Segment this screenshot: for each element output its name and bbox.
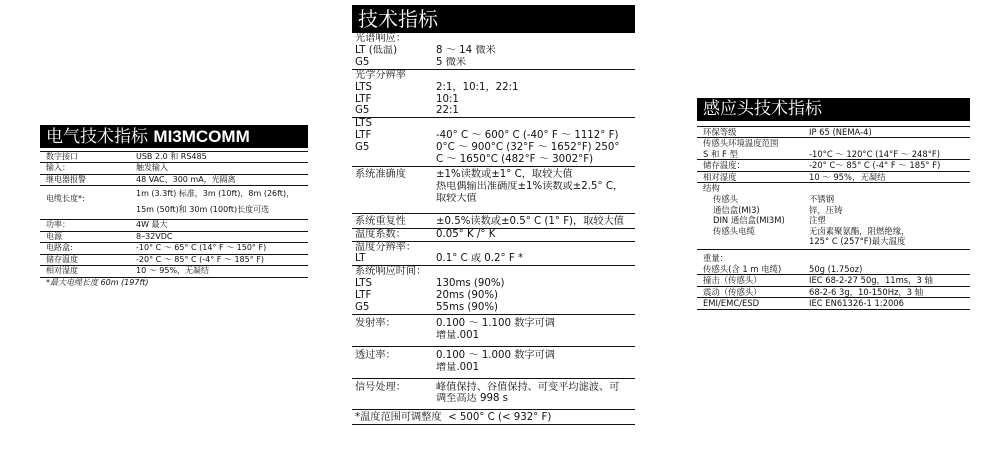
spec-value (433, 69, 635, 81)
spec-label: 温度系数： (352, 228, 433, 241)
spec-label: G5 (352, 57, 433, 69)
spec-row (40, 174, 308, 186)
spec-row (352, 330, 635, 346)
spec-label: 系统重复性 (352, 213, 433, 228)
spec-label (40, 205, 130, 220)
spec-label (352, 330, 433, 346)
spec-value (803, 250, 970, 264)
spec-value: 0.1° C 或 0.2° F * (433, 253, 635, 265)
spec-value: ±0.5%读数或±0.5° C (1° F)，取较大值 (433, 213, 635, 228)
spec-label: G5 (352, 302, 433, 314)
electrical-specs-title (40, 125, 308, 148)
spec-row (352, 228, 635, 241)
spec-value: 热电偶输出准确度±1%读数或±2.5° C， (436, 180, 624, 192)
spec-row (697, 226, 970, 237)
spec-label: 发射率： (355, 317, 396, 329)
spec-value: ±1%读数或±1° C，取较大值 (436, 168, 573, 180)
spec-label: LTF (355, 290, 372, 302)
spec-row (697, 126, 970, 138)
spec-value: IEC EN61326-1 1:2006 (803, 298, 970, 310)
spec-label (352, 393, 433, 409)
spec-value: 8 ～ 14 微米 (436, 44, 496, 56)
spec-row (352, 278, 635, 290)
spec-label: LTS (355, 118, 372, 130)
spec-label (352, 193, 433, 213)
electrical-specs-panel (40, 125, 308, 288)
spec-row (697, 250, 970, 264)
spec-label (352, 362, 433, 378)
spec-row (352, 378, 635, 393)
spec-label: 电源 (40, 231, 130, 243)
spec-value: 5 微米 (433, 57, 635, 69)
spec-label: 系统响应时间： (355, 266, 427, 278)
spec-value: IEC 68-2-27 50g，11ms，3 轴 (803, 275, 970, 287)
spec-label: DIN 通信盒(MI3M) (713, 215, 785, 226)
spec-row (352, 393, 635, 409)
spec-row (40, 266, 308, 278)
spec-row (697, 138, 970, 149)
spec-label: LTS (355, 278, 372, 290)
spec-value: 130ms (90%) (436, 278, 505, 290)
spec-label (352, 154, 433, 166)
spec-label: LT (低温) (355, 44, 398, 56)
spec-row (40, 220, 308, 232)
spec-label: 储存温度 (40, 254, 130, 266)
sensor-head-specs-panel (697, 98, 970, 310)
spec-row (697, 298, 970, 310)
sensor-head-specs-table (697, 121, 970, 310)
spec-value: 无卤素聚氨酯，阻燃绝缘， (809, 225, 910, 236)
spec-label: 继电器报警 (40, 174, 130, 186)
spec-row (697, 171, 970, 183)
spec-value: 2:1，10:1，22:1 (436, 81, 519, 93)
technical-specs-title: 技术指标 (352, 5, 635, 33)
spec-row (352, 266, 635, 278)
spec-label: 电缆长度*: (46, 194, 85, 203)
spec-row (40, 205, 308, 220)
spec-row (352, 241, 635, 253)
spec-label: 输入： (40, 163, 130, 175)
spec-label: 环保等级 (697, 126, 803, 138)
spec-value: -20° C ～ 85° C (-4° F ～ 185° F) (130, 254, 308, 266)
spec-label: EMI/EMC/ESD (697, 298, 803, 310)
spec-value: 0.100 ～ 1.000 数字可调 (436, 349, 555, 361)
spec-value: -40° C ～ 600° C (-40° F ～ 1112° F) (436, 130, 619, 142)
spec-value: USB 2.0 和 RS485 (130, 151, 308, 163)
spec-value: 10 ～ 95%，无凝结 (803, 171, 970, 183)
spec-value: 0°C ～ 900°C (32°F ～ 1652°F) 250° (436, 142, 620, 154)
spec-label: 数字接口 (40, 151, 130, 163)
spec-label: 相对湿度 (40, 266, 130, 278)
spec-value (433, 266, 635, 278)
spec-label: 结构 (703, 183, 720, 194)
spec-value: 锌，压铸 (809, 204, 843, 215)
spec-row (697, 194, 970, 205)
spec-row (352, 154, 635, 166)
spec-value: IP 65 (NEMA-4) (803, 126, 970, 138)
spec-value: 8–32VDC (130, 231, 308, 243)
spec-row (40, 243, 308, 255)
spec-value (433, 33, 635, 45)
spec-row (352, 105, 635, 117)
spec-value (803, 138, 970, 149)
spec-row (352, 213, 635, 228)
spec-row (697, 205, 970, 216)
spec-value: 68-2-6 3g，10-150Hz，3 轴 (803, 286, 970, 298)
spec-value: 55ms (90%) (433, 302, 635, 314)
spec-label: 光学分辨率 (355, 69, 406, 81)
spec-label: 撞击（传感头） (697, 275, 803, 287)
spec-row (697, 286, 970, 298)
spec-label: 温度分辨率： (355, 241, 417, 253)
spec-value: 22:1 (433, 105, 635, 117)
footnote-label: *温度范围可调整度 (355, 412, 442, 424)
spec-row (352, 253, 635, 265)
spec-label: 电路盒: (40, 243, 130, 255)
spec-value: 125° C (257°F)最大温度 (803, 236, 970, 249)
spec-value: -10° C ～ 65° C (14° F ～ 150° F) (130, 243, 308, 255)
spec-value: 10 ～ 95%，无凝结 (130, 266, 308, 278)
spec-label: 传感头电缆 (713, 225, 755, 236)
spec-value (433, 241, 635, 253)
spec-value: 20ms (90%) (436, 290, 499, 302)
spec-row (352, 314, 635, 329)
spec-label (697, 236, 803, 249)
spec-row (697, 215, 970, 226)
spec-label: LT (352, 253, 433, 265)
electrical-specs-table (40, 148, 308, 288)
spec-label: 震动（传感头） (697, 286, 803, 298)
spec-value: 1m (3.3ft) 标准，3m (10ft)，8m (26ft)， (136, 189, 295, 198)
model-name: MI3MCOMM (153, 127, 250, 146)
spec-label: G5 (355, 142, 370, 154)
spec-row (40, 254, 308, 266)
spec-row (697, 149, 970, 160)
spec-row (352, 33, 635, 45)
spec-value: 50g (1.75oz) (803, 264, 970, 275)
spec-row (697, 183, 970, 194)
spec-value: 不锈钢 (809, 194, 835, 205)
spec-row (40, 231, 308, 243)
spec-value: 触发输入 (130, 163, 308, 175)
spec-row (352, 94, 635, 106)
spec-value (803, 183, 970, 194)
spec-row (352, 181, 635, 193)
spec-label: 传感头(含 1 m 电缆) (697, 264, 803, 275)
spec-label: LTF (355, 93, 372, 105)
spec-value: 0.100 ～ 1.100 数字可调 (436, 317, 555, 329)
spec-value: -10°C ～ 120°C (14°F ～ 248°F) (803, 149, 970, 160)
spec-value: *最大电缆长度 60m (197ft) (46, 277, 149, 287)
spec-row (352, 118, 635, 130)
spec-label: LTF (355, 130, 372, 142)
spec-row (352, 82, 635, 94)
spec-value: 增量.001 (433, 330, 635, 346)
spec-label: 系统准确度 (355, 168, 406, 180)
spec-value: 4W 最大 (130, 220, 308, 232)
spec-row (697, 160, 970, 172)
spec-value (433, 118, 635, 130)
spec-label: 功率： (40, 220, 130, 232)
spec-label: LTS (355, 81, 372, 93)
footnote-row (352, 410, 635, 425)
spec-label: 通信盒(MI3) (713, 204, 760, 215)
spec-row (352, 362, 635, 378)
spec-row (352, 193, 635, 213)
spec-value: 注塑 (809, 215, 826, 226)
spec-label (352, 181, 433, 193)
spec-label: 传感头环境温度范围 (703, 138, 779, 149)
spec-label: S 和 F 型 (697, 149, 803, 160)
footnote-value: < 500° C (< 932° F) (448, 412, 552, 424)
spec-row (352, 45, 635, 57)
spec-label: 传感头 (713, 194, 739, 205)
spec-row (352, 57, 635, 69)
spec-value: 15m (50ft)和 30m (100ft)长度可选 (130, 205, 308, 220)
title-text: 电气技术指标 (46, 127, 154, 147)
spec-value: 10:1 (436, 93, 459, 105)
technical-specs-table (352, 33, 635, 425)
spec-row (697, 264, 970, 275)
spec-value: 峰值保持、谷值保持、可变平均滤波、可 (436, 381, 620, 393)
footnote-row (40, 277, 308, 288)
spec-value: 调至高达 998 s (433, 393, 635, 409)
spec-label: 透过率： (355, 349, 396, 361)
spec-label: 光谱响应： (355, 33, 406, 44)
spec-row (697, 275, 970, 287)
spec-value: 取较大值 (433, 193, 635, 213)
spec-label: 重量： (703, 253, 729, 264)
spec-value: -20° C～ 85° C (-4° F ～ 185° F) (803, 160, 970, 172)
spec-label: 相对湿度 (697, 171, 803, 183)
spec-value: C ～ 1650°C (482°F ～ 3002°F) (433, 154, 635, 166)
spec-row (352, 130, 635, 142)
spec-row (40, 151, 308, 163)
spec-label: 储存温度： (697, 160, 803, 172)
spec-row (352, 302, 635, 314)
spec-value: 48 VAC、300 mA，光隔离 (130, 174, 308, 186)
technical-specs-panel (352, 5, 635, 425)
sensor-head-specs-title: 感应头技术指标 (697, 98, 970, 121)
spec-row (352, 142, 635, 154)
spec-row (352, 346, 635, 361)
spec-value: 0.05° K /° K (433, 228, 635, 241)
spec-value: 增量.001 (433, 362, 635, 378)
spec-row (352, 290, 635, 302)
spec-label: G5 (352, 105, 433, 117)
spec-row (352, 69, 635, 81)
spec-label: 信号处理： (355, 381, 406, 393)
spec-row (40, 163, 308, 175)
spec-row (697, 236, 970, 249)
spec-row (40, 186, 308, 205)
spec-row (352, 166, 635, 180)
